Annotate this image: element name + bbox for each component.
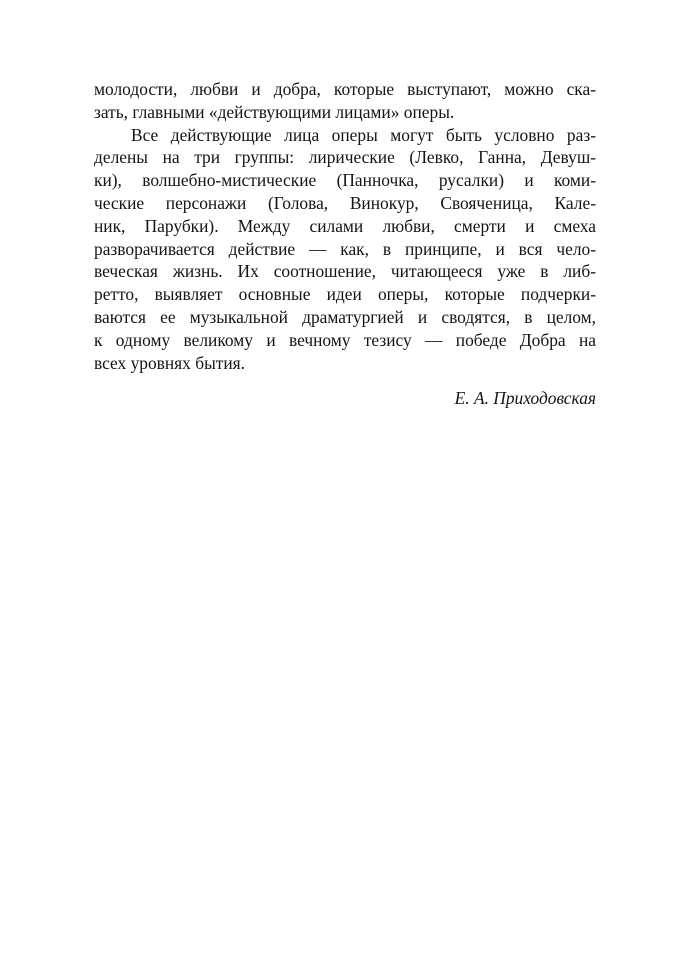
text-line: зать, главными «действующими лицами» оперы. <box>94 101 455 122</box>
text-line: делены на три группы: лирические (Левко, Ганна, Девуш- <box>94 147 596 168</box>
paragraph-continuation <box>94 78 596 124</box>
text-line: ваются ее музыкальной драматургией и сводятся, в целом, <box>94 306 596 327</box>
text-line: ретто, выявляет основные идеи оперы, которые подчерки- <box>94 284 596 305</box>
text-line: Все действующие лица оперы могут быть условно раз- <box>131 124 596 145</box>
paragraph-characters <box>94 124 596 375</box>
text-line: к одному великому и вечному тезису — победе Добра на <box>94 329 596 350</box>
body-text <box>94 78 596 374</box>
text-line: молодости, любви и добра, которые выступают, можно ска- <box>94 79 596 99</box>
text-line: ник, Парубки). Между силами любви, смерти и смеха <box>94 215 596 236</box>
text-line: ческие персонажи (Голова, Винокур, Свояченица, Кале- <box>94 192 596 213</box>
author-signature: Е. А. Приходовская <box>454 388 596 408</box>
text-line: разворачивается действие — как, в принципе, и вся чело- <box>94 238 596 259</box>
text-line: веческая жизнь. Их соотношение, читающееся уже в либ- <box>94 261 596 282</box>
text-line: всех уровнях бытия. <box>94 352 246 373</box>
text-line: ки), волшебно-мистические (Панночка, русалки) и коми- <box>94 170 596 191</box>
